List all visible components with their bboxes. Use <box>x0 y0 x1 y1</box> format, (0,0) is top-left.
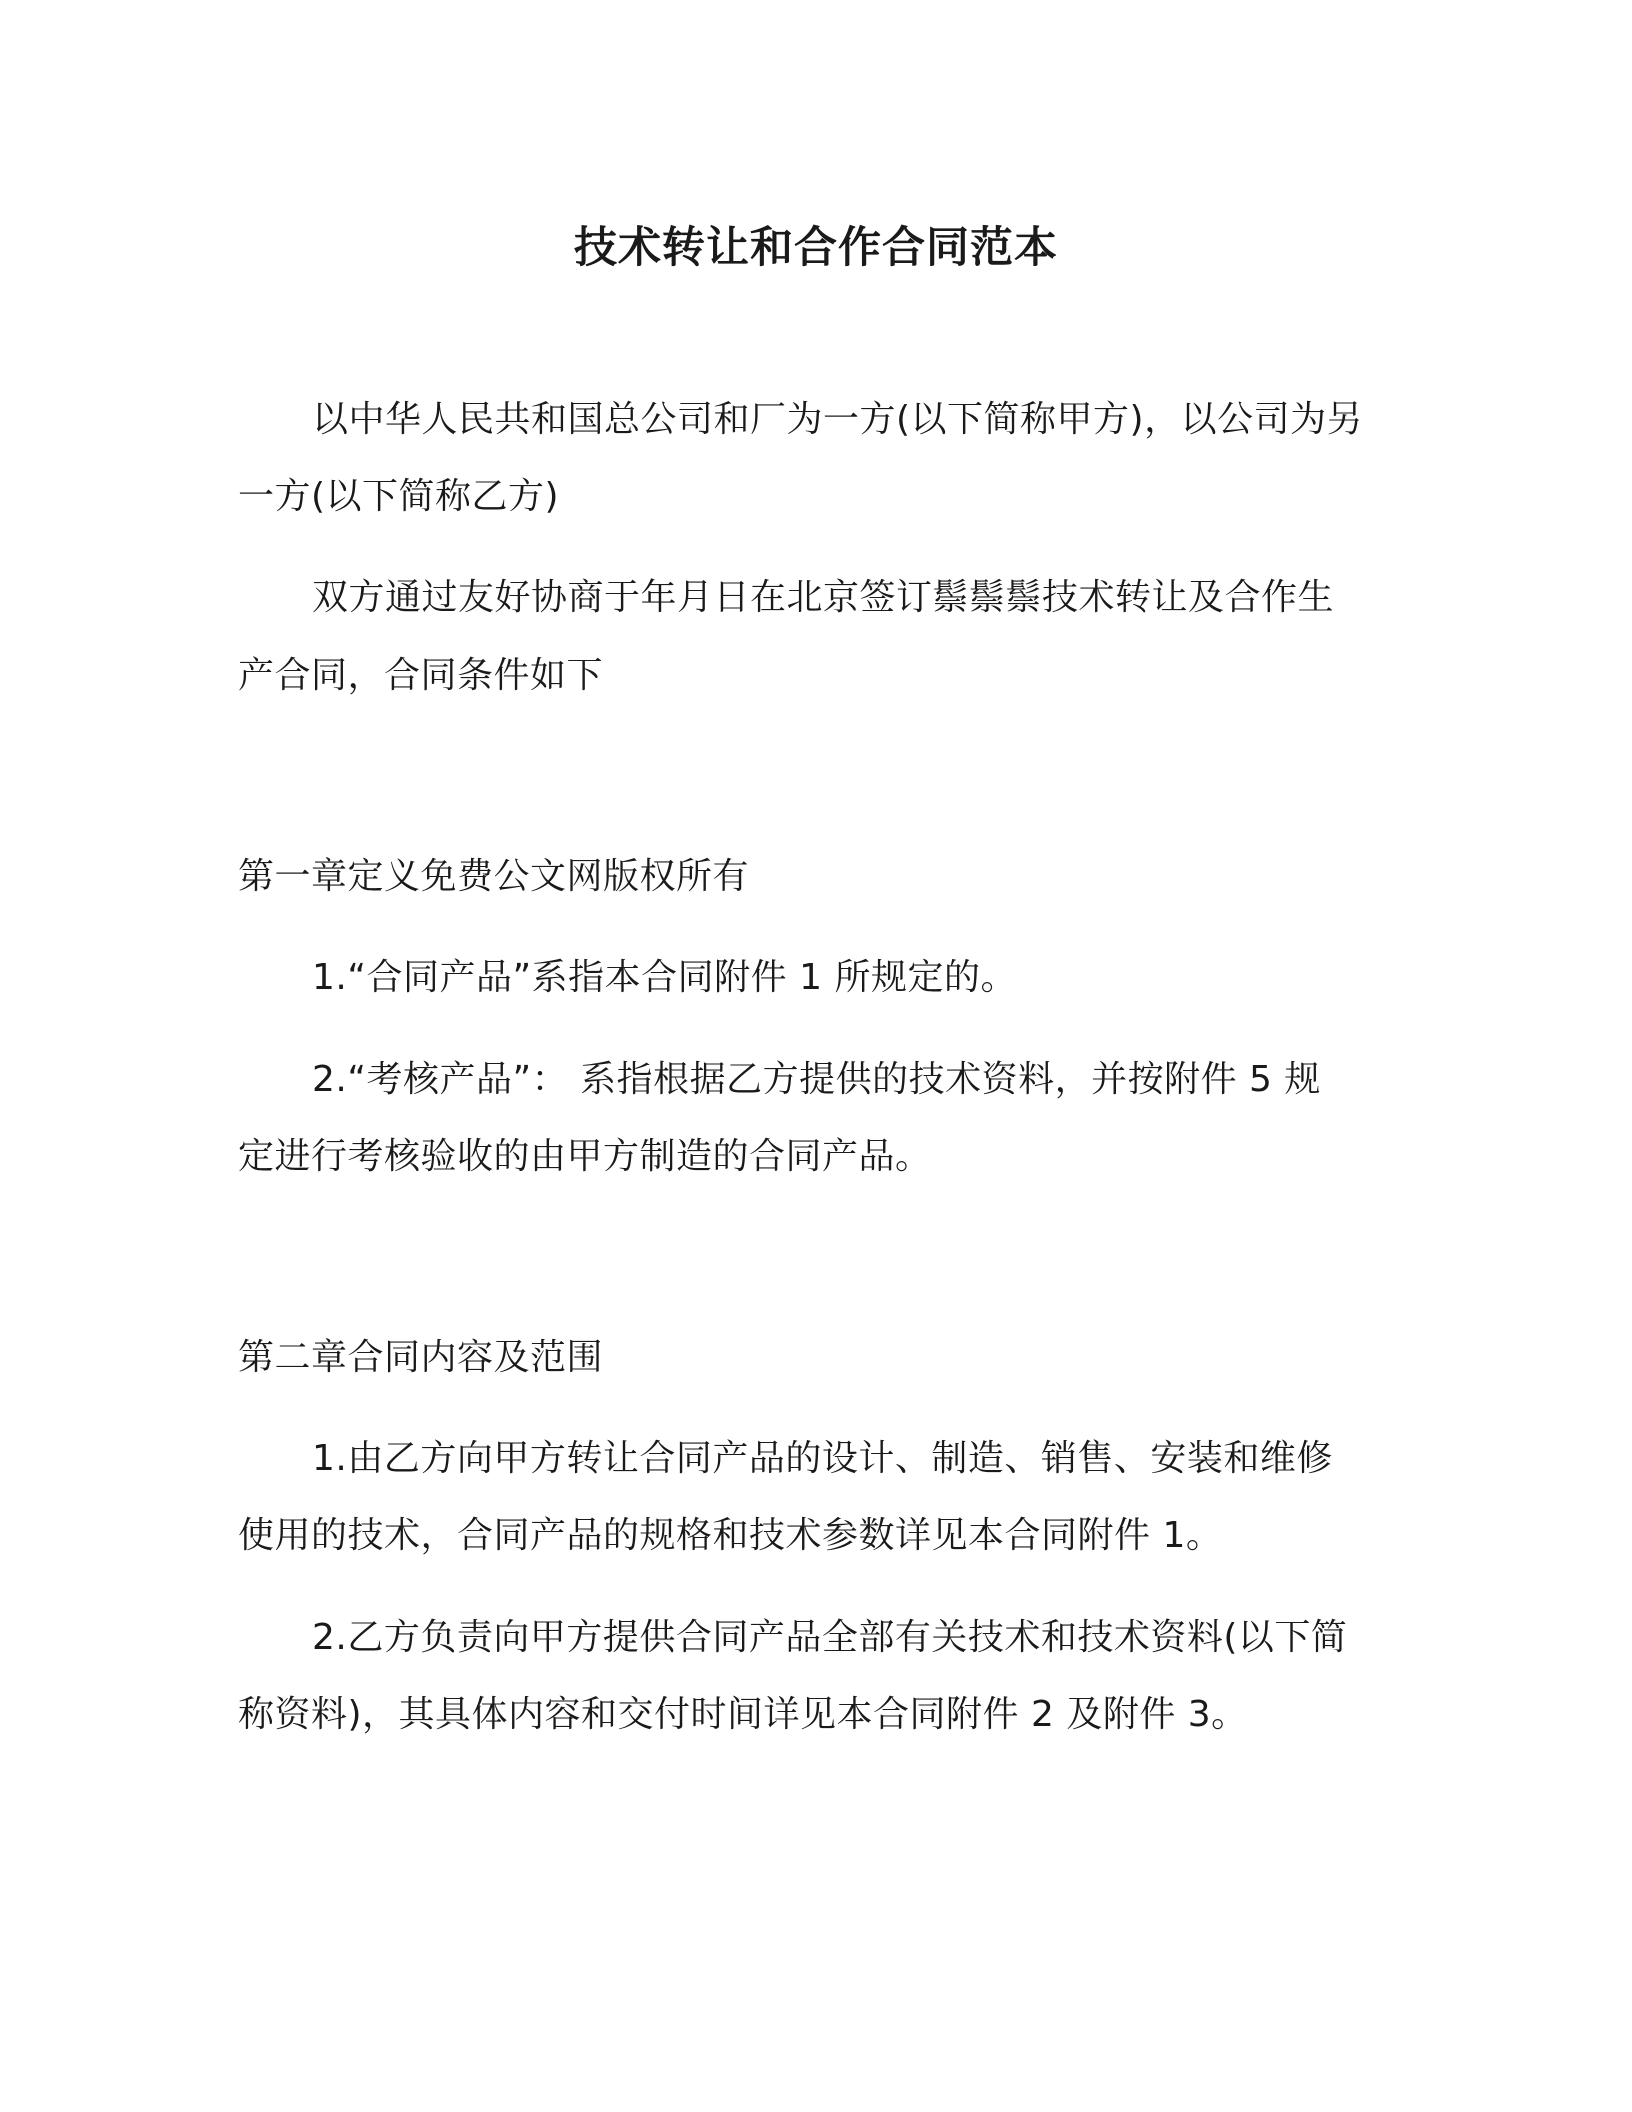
document-title: 技术转让和合作合同范本 <box>574 223 1058 273</box>
chapter-2-item-1-line-1: 1.由乙方向甲方转让合同产品的设计、制造、销售、安装和维修 <box>312 1438 1333 1479</box>
chapter-1-item-2-line-2: 定进行考核验收的由甲方制造的合同产品。 <box>238 1136 932 1177</box>
chapter-2-item-1-line-2: 使用的技术，合同产品的规格和技术参数详见本合同附件 1。 <box>238 1515 1223 1556</box>
preamble-paragraph-1-line-1: 以中华人民共和国总公司和厂为一方(以下简称甲方)，以公司为另 <box>312 399 1364 440</box>
preamble-paragraph-1-line-2: 一方(以下简称乙方) <box>238 476 560 517</box>
chapter-1-item-1-line-1: 1.“合同产品”系指本合同附件 1 所规定的。 <box>312 957 1017 998</box>
chapter-1-heading: 第一章定义免费公文网版权所有 <box>238 856 750 897</box>
preamble-paragraph-2-line-1: 双方通过友好协商于年月日在北京签订鬃鬃鬃技术转让及合作生 <box>312 577 1335 618</box>
chapter-2-item-2-line-2: 称资料)，其具体内容和交付时间详见本合同附件 2 及附件 3。 <box>238 1694 1248 1735</box>
preamble-paragraph-2-line-2: 产合同，合同条件如下 <box>238 655 604 696</box>
chapter-2-heading: 第二章合同内容及范围 <box>238 1337 604 1378</box>
chapter-2-item-2-line-1: 2.乙方负责向甲方提供合同产品全部有关技术和技术资料(以下简 <box>312 1617 1348 1658</box>
chapter-1-item-2-line-1: 2.“考核产品”： 系指根据乙方提供的技术资料，并按附件 5 规 <box>312 1059 1321 1100</box>
